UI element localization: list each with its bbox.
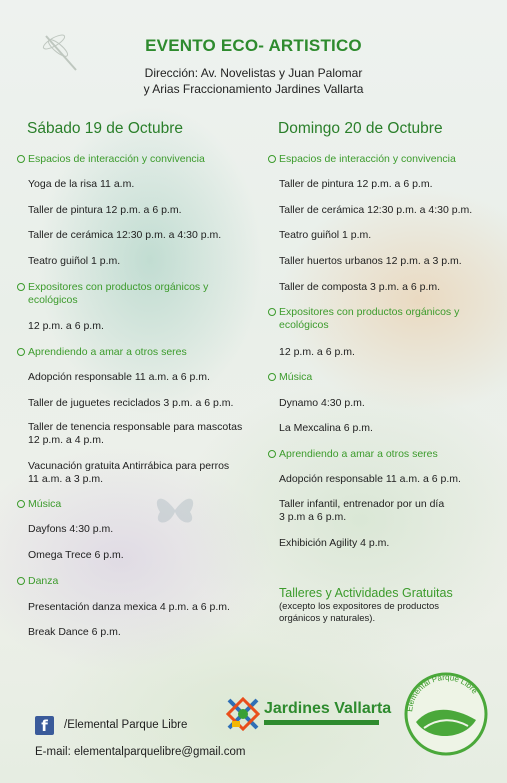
sat-item: Break Dance 6 p.m. <box>28 626 121 638</box>
sun-category-spaces <box>279 153 456 166</box>
address-line-1: Dirección: Av. Novelistas y Juan Palomar <box>144 66 363 80</box>
elemental-parque-libre-logo <box>402 670 490 758</box>
category-bullet-icon <box>17 283 25 291</box>
sun-item: Adopción responsable 11 a.m. a 6 p.m. <box>279 473 461 485</box>
sat-category-spaces <box>28 153 205 166</box>
sun-item: Taller de pintura 12 p.m. a 6 p.m. <box>279 178 433 190</box>
saturday-heading: Sábado 19 de Octubre <box>27 120 183 137</box>
logo-underline <box>264 720 379 725</box>
sat-item <box>28 460 229 486</box>
jardines-vallarta-logo-icon <box>226 697 260 731</box>
category-label: Aprendiendo a amar a otros seres <box>279 448 438 460</box>
sat-item: Omega Trece 6 p.m. <box>28 549 124 561</box>
item-line: Taller infantil, entrenador por un día <box>279 498 445 510</box>
category-bullet-icon <box>17 155 25 163</box>
category-label: Espacios de interacción y convivencia <box>279 153 456 165</box>
sun-item <box>279 498 444 524</box>
category-bullet-icon <box>268 373 276 381</box>
sun-item: Dynamo 4:30 p.m. <box>279 397 365 409</box>
sat-item <box>28 421 242 447</box>
sat-category-learning <box>28 346 187 359</box>
item-line: Vacunación gratuita Antirrábica para perros <box>28 460 230 472</box>
address-line-2: y Arias Fraccionamiento Jardines Vallarta <box>143 82 364 96</box>
sat-item: Taller de juguetes reciclados 3 p.m. a 6 p.m. <box>28 397 234 409</box>
category-label: Expositores con productos orgánicos y <box>279 306 460 318</box>
item-line: 12 p.m. a 4 p.m. <box>28 434 104 446</box>
category-label: Danza <box>28 575 59 587</box>
category-bullet-icon <box>268 450 276 458</box>
sat-item: Dayfons 4:30 p.m. <box>28 523 114 535</box>
sun-item: La Mexcalina 6 p.m. <box>279 422 373 434</box>
sun-item: Taller de cerámica 12:30 p.m. a 4:30 p.m. <box>279 204 473 216</box>
category-bullet-icon <box>268 155 276 163</box>
category-label: Música <box>279 371 313 383</box>
sun-item: Teatro guiñol 1 p.m. <box>279 229 372 241</box>
sun-item: 12 p.m. a 6 p.m. <box>279 346 355 358</box>
sun-category-learning <box>279 448 438 461</box>
butterfly-icon <box>150 490 200 530</box>
sat-item: Yoga de la risa 11 a.m. <box>28 178 135 190</box>
sat-item: Taller de pintura 12 p.m. a 6 p.m. <box>28 204 182 216</box>
facebook-icon[interactable]: f <box>35 716 54 735</box>
sun-category-exhibitors <box>279 306 459 332</box>
sun-category-music <box>279 371 312 384</box>
event-title: EVENTO ECO- ARTISTICO <box>145 36 362 55</box>
sat-item: Presentación danza mexica 4 p.m. a 6 p.m. <box>28 601 230 613</box>
sat-category-music <box>28 498 61 511</box>
category-bullet-icon <box>17 500 25 508</box>
note-line: orgánicos y naturales). <box>279 613 376 624</box>
sat-category-dance <box>28 575 58 588</box>
sunday-heading: Domingo 20 de Octubre <box>278 120 443 137</box>
jardines-vallarta-logo-text: Jardines Vallarta <box>264 700 392 717</box>
free-activities-note <box>279 601 439 625</box>
sun-item: Exhibición Agility 4 p.m. <box>279 537 390 549</box>
category-bullet-icon <box>17 577 25 585</box>
email-link[interactable]: E-mail: elementalparquelibre@gmail.com <box>35 746 246 758</box>
sun-item: Taller de composta 3 p.m. a 6 p.m. <box>279 281 441 293</box>
category-label: Aprendiendo a amar a otros seres <box>28 346 187 358</box>
sat-item: Teatro guiñol 1 p.m. <box>28 255 121 267</box>
sat-item: Adopción responsable 11 a.m. a 6 p.m. <box>28 371 210 383</box>
sat-category-exhibitors <box>28 281 208 307</box>
category-bullet-icon <box>17 348 25 356</box>
category-label: ecológicos <box>279 319 329 331</box>
item-line: Taller de tenencia responsable para mascotas <box>28 421 243 433</box>
sat-item: 12 p.m. a 6 p.m. <box>28 320 104 332</box>
category-label: Música <box>28 498 62 510</box>
elemental-logo-text: Elemental Parque Libre <box>405 672 480 713</box>
item-line: 11 a.m. a 3 p.m. <box>28 473 104 485</box>
sat-item: Taller de cerámica 12:30 p.m. a 4:30 p.m. <box>28 229 222 241</box>
free-activities-heading: Talleres y Actividades Gratuitas <box>279 586 453 600</box>
category-label: Espacios de interacción y convivencia <box>28 153 205 165</box>
category-bullet-icon <box>268 308 276 316</box>
facebook-page-link[interactable]: /Elemental Parque Libre <box>64 719 188 731</box>
sun-item: Taller huertos urbanos 12 p.m. a 3 p.m. <box>279 255 462 267</box>
item-line: 3 p.m a 6 p.m. <box>279 511 347 523</box>
note-line: (excepto los expositores de productos <box>279 601 440 612</box>
category-label: Expositores con productos orgánicos y <box>28 281 209 293</box>
category-label: ecológicos <box>28 294 78 306</box>
